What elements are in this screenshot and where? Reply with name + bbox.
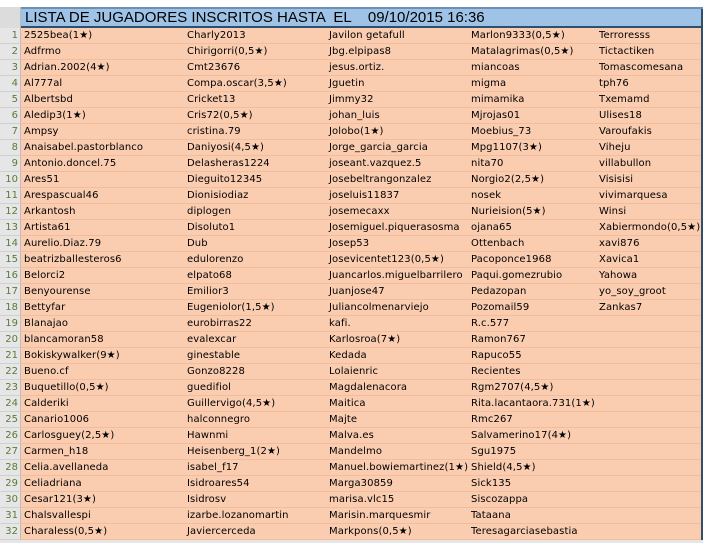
row-number[interactable]: 10 xyxy=(0,172,21,188)
player-cell[interactable]: Josemiguel.piquerasosma xyxy=(329,222,460,233)
player-cell[interactable]: Kedada xyxy=(329,350,367,361)
player-cell[interactable]: diplogen xyxy=(187,206,232,217)
row-number[interactable]: 17 xyxy=(0,284,21,300)
player-cell[interactable]: elpato68 xyxy=(187,270,232,281)
player-cell[interactable]: Siscozappa xyxy=(471,494,529,505)
player-cell[interactable]: Charaless(0,5★) xyxy=(24,526,108,537)
player-cell[interactable]: Norgio2(2,5★) xyxy=(471,174,545,185)
table-row xyxy=(0,60,703,76)
table-row xyxy=(0,460,703,476)
player-cell[interactable]: Sgu1975 xyxy=(471,446,517,457)
player-cell[interactable]: Dub xyxy=(187,238,208,249)
row-cells xyxy=(21,412,703,428)
table-row xyxy=(0,492,703,508)
player-cell[interactable]: Isidrosv xyxy=(187,494,227,505)
row-number[interactable]: 28 xyxy=(0,460,21,476)
player-cell[interactable]: Jbg.elpipas8 xyxy=(329,46,392,57)
player-cell[interactable]: Rgm2707(4,5★) xyxy=(471,382,554,393)
player-cell[interactable]: guedifiol xyxy=(187,382,232,393)
player-cell[interactable]: Heisenberg_1(2★) xyxy=(187,446,281,457)
row-cells xyxy=(21,108,703,124)
player-cell[interactable]: Celiadriana xyxy=(24,478,82,489)
player-cell[interactable]: Javiercerceda xyxy=(187,526,256,537)
player-cell[interactable]: Lolaienric xyxy=(329,366,379,377)
table-row xyxy=(0,332,703,348)
player-cell[interactable]: Marga30859 xyxy=(329,478,393,489)
player-cell[interactable]: Jguetin xyxy=(329,78,365,89)
player-cell[interactable]: Malva.es xyxy=(329,430,374,441)
player-cell[interactable]: kafi. xyxy=(329,318,351,329)
row-cells xyxy=(21,92,703,108)
player-cell[interactable]: Cmt23676 xyxy=(187,62,241,73)
row-cells xyxy=(21,396,703,412)
player-cell[interactable]: Paqui.gomezrubio xyxy=(471,270,563,281)
row-cells xyxy=(21,348,703,364)
player-cell[interactable]: beatrizballesteros6 xyxy=(24,254,122,265)
table-row xyxy=(0,28,703,44)
player-cell[interactable]: Teresagarciasebastia xyxy=(471,526,578,537)
row-number[interactable]: 24 xyxy=(0,396,21,412)
player-cell[interactable]: halconnegro xyxy=(187,414,251,425)
player-cell[interactable]: migma xyxy=(471,78,507,89)
player-cell[interactable]: Disoluto1 xyxy=(187,222,236,233)
player-cell[interactable]: Mpg1107(3★) xyxy=(471,142,543,153)
player-cell[interactable]: Daniyosi(4,5★) xyxy=(187,142,265,153)
table-row xyxy=(0,44,703,60)
table-row xyxy=(0,316,703,332)
row-number[interactable]: 18 xyxy=(0,300,21,316)
player-cell[interactable]: Zankas7 xyxy=(599,302,643,313)
row-number[interactable]: 32 xyxy=(0,524,21,540)
table-row xyxy=(0,220,703,236)
player-cell[interactable]: Arespascual46 xyxy=(24,190,99,201)
player-cell[interactable]: Tictactiken xyxy=(599,46,655,57)
table-row xyxy=(0,236,703,252)
row-number[interactable]: 23 xyxy=(0,380,21,396)
row-cells xyxy=(21,60,703,76)
row-number[interactable]: 25 xyxy=(0,412,21,428)
player-cell[interactable] xyxy=(596,380,703,395)
row-cells xyxy=(21,172,703,188)
player-cell[interactable]: ojana65 xyxy=(471,222,512,233)
player-cell[interactable]: Pozomail59 xyxy=(471,302,530,313)
table-row xyxy=(0,156,703,172)
player-cell[interactable]: Ampsy xyxy=(24,126,59,137)
player-cell[interactable]: Xavica1 xyxy=(599,254,640,265)
row-number[interactable]: 16 xyxy=(0,268,21,284)
player-cell[interactable] xyxy=(596,524,703,539)
player-cell[interactable]: Isidroares54 xyxy=(187,478,250,489)
player-cell[interactable]: Shield(4,5★) xyxy=(471,462,536,473)
player-cell[interactable]: Gonzo8228 xyxy=(187,366,245,377)
row-cells xyxy=(21,140,703,156)
player-cell[interactable]: Markpons(0,5★) xyxy=(329,526,412,537)
row-number[interactable]: 21 xyxy=(0,348,21,364)
row-cells xyxy=(21,428,703,444)
player-cell[interactable] xyxy=(596,364,703,379)
player-cell[interactable]: Bettyfar xyxy=(24,302,66,313)
row-number[interactable]: 22 xyxy=(0,364,21,380)
player-cell[interactable] xyxy=(596,508,703,523)
player-cell[interactable]: Marisin.marquesmir xyxy=(329,510,431,521)
row-number[interactable]: 20 xyxy=(0,332,21,348)
player-cell[interactable]: Charly2013 xyxy=(187,30,246,41)
player-cell[interactable]: Xabiermondo(0,5★) xyxy=(599,222,701,233)
row-number[interactable]: 13 xyxy=(0,220,21,236)
row-cells xyxy=(21,444,703,460)
player-cell[interactable]: eurobirras22 xyxy=(187,318,252,329)
table-row xyxy=(0,364,703,380)
player-cell[interactable]: Javilon getafull xyxy=(329,30,405,41)
row-number[interactable]: 4 xyxy=(0,76,21,92)
table-row xyxy=(0,76,703,92)
table-row xyxy=(0,268,703,284)
player-cell[interactable] xyxy=(596,492,703,507)
player-cell[interactable]: Juancarlos.miguelbarrilero xyxy=(329,270,463,281)
player-cell[interactable]: nosek xyxy=(471,190,502,201)
player-cell[interactable]: Manuel.bowiemartinez(1★) xyxy=(329,462,468,473)
table-row xyxy=(0,524,703,540)
player-cell[interactable]: blancamoran58 xyxy=(24,334,104,345)
player-cell[interactable]: Mandelmo xyxy=(329,446,383,457)
player-cell[interactable]: Txemamd xyxy=(599,94,650,105)
player-cell[interactable] xyxy=(596,412,703,427)
row-cells xyxy=(21,476,703,492)
row-cells xyxy=(21,44,703,60)
player-cell[interactable]: Ottenbach xyxy=(471,238,525,249)
row-cells xyxy=(21,220,703,236)
player-cell[interactable]: jesus.ortiz. xyxy=(329,62,385,73)
player-cell[interactable]: Eugeniolor(1,5★) xyxy=(187,302,275,313)
player-cell[interactable]: yo_soy_groot xyxy=(599,286,666,297)
row-number[interactable]: 2 xyxy=(0,44,21,60)
player-cell[interactable]: Winsi xyxy=(599,206,627,217)
player-cell[interactable]: Marlon9333(0,5★) xyxy=(471,30,565,41)
player-cell[interactable]: Ramon767 xyxy=(471,334,526,345)
player-cell[interactable]: Celia.avellaneda xyxy=(24,462,109,473)
player-cell[interactable] xyxy=(596,316,703,331)
player-cell[interactable]: Recientes xyxy=(471,366,521,377)
row-cells xyxy=(21,204,703,220)
player-cell[interactable]: Arkantosh xyxy=(24,206,76,217)
player-cell[interactable]: Hawnmi xyxy=(187,430,229,441)
title-cell[interactable] xyxy=(21,7,703,28)
player-cell[interactable]: Aurelio.Diaz.79 xyxy=(24,238,102,249)
table-row xyxy=(0,108,703,124)
player-cell[interactable]: Guillervigo(4,5★) xyxy=(187,398,276,409)
player-cell[interactable]: Juanjose47 xyxy=(329,286,385,297)
player-cell[interactable]: Pacoponce1968 xyxy=(471,254,552,265)
player-cell[interactable]: tph76 xyxy=(599,78,629,89)
row-number[interactable]: 7 xyxy=(0,124,21,140)
row-cells xyxy=(21,76,703,92)
table-row xyxy=(0,172,703,188)
row-cells xyxy=(21,380,703,396)
player-cell[interactable]: Anaisabel.pastorblanco xyxy=(24,142,144,153)
player-cell[interactable]: Mjrojas01 xyxy=(471,110,521,121)
player-cell[interactable]: Juliancolmenarviejo xyxy=(329,302,429,313)
player-cell[interactable]: Moebius_73 xyxy=(471,126,532,137)
player-cell[interactable]: Terroresss xyxy=(599,30,651,41)
player-cell[interactable]: xavi876 xyxy=(599,238,640,249)
row-cells xyxy=(21,460,703,476)
title-row xyxy=(0,7,703,28)
player-cell[interactable]: Josevicentet123(0,5★) xyxy=(329,254,444,265)
player-cell[interactable]: Magdalenacora xyxy=(329,382,408,393)
player-cell[interactable]: Carmen_h18 xyxy=(24,446,89,457)
player-cell[interactable]: Adfrmo xyxy=(24,46,61,57)
table-row xyxy=(0,252,703,268)
player-cell[interactable]: Pedazopan xyxy=(471,286,527,297)
player-cell[interactable]: Bokiskywalker(9★) xyxy=(24,350,120,361)
row-header-corner[interactable] xyxy=(0,7,21,28)
player-cell[interactable] xyxy=(596,332,703,347)
player-cell[interactable]: miancoas xyxy=(471,62,520,73)
row-number[interactable]: 6 xyxy=(0,108,21,124)
player-cell[interactable] xyxy=(596,348,703,363)
table-row xyxy=(0,396,703,412)
row-cells xyxy=(21,268,703,284)
player-cell[interactable]: Cricket13 xyxy=(187,94,236,105)
row-number[interactable]: 14 xyxy=(0,236,21,252)
sheet-title: LISTA DE JUGADORES INSCRITOS HASTA EL 09/10/2015 16:36 xyxy=(25,9,485,26)
table-row xyxy=(0,428,703,444)
row-cells xyxy=(21,332,703,348)
row-number[interactable]: 11 xyxy=(0,188,21,204)
player-cell[interactable]: Nurieision(5★) xyxy=(471,206,546,217)
player-cell[interactable]: Ares51 xyxy=(24,174,60,185)
table-row xyxy=(0,92,703,108)
row-cells xyxy=(21,28,703,44)
table-row xyxy=(0,412,703,428)
player-cell[interactable]: Aledip3(1★) xyxy=(24,110,86,121)
player-cell[interactable]: Jorge_garcia_garcia xyxy=(329,142,428,153)
player-cell[interactable] xyxy=(596,444,703,459)
row-cells xyxy=(21,124,703,140)
player-cell[interactable]: joseant.vazquez.5 xyxy=(329,158,422,169)
player-cell[interactable]: isabel_f17 xyxy=(187,462,239,473)
player-cell[interactable] xyxy=(596,460,703,475)
player-cell[interactable]: Chalsvallespi xyxy=(24,510,91,521)
player-cell[interactable]: mimamika xyxy=(471,94,525,105)
player-cell[interactable]: marisa.vlc15 xyxy=(329,494,395,505)
player-cell[interactable]: Canario1006 xyxy=(24,414,90,425)
row-number[interactable]: 30 xyxy=(0,492,21,508)
player-cell[interactable]: Rapuco55 xyxy=(471,350,522,361)
row-number[interactable]: 15 xyxy=(0,252,21,268)
player-cell[interactable]: Visisisi xyxy=(599,174,634,185)
player-cell[interactable]: Viheju xyxy=(599,142,631,153)
player-cell[interactable]: Al777al xyxy=(24,78,63,89)
table-row xyxy=(0,284,703,300)
row-number[interactable]: 31 xyxy=(0,508,21,524)
row-cells xyxy=(21,284,703,300)
player-cell[interactable]: R.c.577 xyxy=(471,318,510,329)
player-cell[interactable]: johan_luis xyxy=(329,110,380,121)
player-cell[interactable]: Antonio.doncel.75 xyxy=(24,158,117,169)
player-cell[interactable]: Rita.lacantaora.731(1★) xyxy=(471,398,595,409)
player-cell[interactable]: Belorci2 xyxy=(24,270,66,281)
player-cell[interactable]: Cesar121(3★) xyxy=(24,494,97,505)
row-number[interactable]: 19 xyxy=(0,316,21,332)
player-cell[interactable]: vivimarquesa xyxy=(599,190,668,201)
player-cell[interactable]: Sick135 xyxy=(471,478,512,489)
row-cells xyxy=(21,316,703,332)
player-cell[interactable]: 2525bea(1★) xyxy=(24,30,93,41)
row-number[interactable]: 29 xyxy=(0,476,21,492)
row-cells xyxy=(21,524,703,540)
player-cell[interactable]: villabullon xyxy=(599,158,652,169)
player-cell[interactable]: nita70 xyxy=(471,158,504,169)
player-cell[interactable]: Adrian.2002(4★) xyxy=(24,62,110,73)
player-cell[interactable]: Buquetillo(0,5★) xyxy=(24,382,109,393)
player-cell[interactable]: Emilior3 xyxy=(187,286,229,297)
table-row xyxy=(0,444,703,460)
player-cell[interactable]: Jimmy32 xyxy=(329,94,374,105)
player-cell[interactable]: Josep53 xyxy=(329,238,370,249)
player-cell[interactable]: Karlosroa(7★) xyxy=(329,334,401,345)
player-cell[interactable]: izarbe.lozanomartin xyxy=(187,510,289,521)
players-grid xyxy=(0,28,703,540)
row-cells xyxy=(21,508,703,524)
player-cell[interactable]: cristina.79 xyxy=(187,126,241,137)
table-row xyxy=(0,300,703,316)
player-cell[interactable]: Artista61 xyxy=(24,222,71,233)
player-cell[interactable]: Josebeltrangonzalez xyxy=(329,174,432,185)
player-cell[interactable]: Carlosguey(2,5★) xyxy=(24,430,115,441)
player-cell[interactable]: evalexcar xyxy=(187,334,237,345)
player-cell[interactable]: Majte xyxy=(329,414,358,425)
player-cell[interactable]: edulorenzo xyxy=(187,254,244,265)
row-number[interactable]: 3 xyxy=(0,60,21,76)
row-number[interactable]: 12 xyxy=(0,204,21,220)
table-row xyxy=(0,476,703,492)
row-cells xyxy=(21,156,703,172)
row-number[interactable]: 27 xyxy=(0,444,21,460)
player-cell[interactable] xyxy=(596,428,703,443)
player-cell[interactable]: Varoufakis xyxy=(599,126,652,137)
row-number[interactable]: 5 xyxy=(0,92,21,108)
player-cell[interactable]: Calderiki xyxy=(24,398,69,409)
table-row xyxy=(0,188,703,204)
player-cell[interactable] xyxy=(596,476,703,491)
player-cell[interactable]: joseluis11837 xyxy=(329,190,400,201)
row-cells xyxy=(21,252,703,268)
row-number[interactable]: 1 xyxy=(0,28,21,44)
player-cell[interactable]: Bueno.cf xyxy=(24,366,69,377)
player-cell[interactable]: Rmc267 xyxy=(471,414,513,425)
player-cell[interactable]: Jolobo(1★) xyxy=(329,126,384,137)
player-cell[interactable]: Delasheras1224 xyxy=(187,158,270,169)
player-cell[interactable]: Yahowa xyxy=(599,270,638,281)
player-cell[interactable]: Maitica xyxy=(329,398,366,409)
player-cell[interactable]: Chirigorri(0,5★) xyxy=(187,46,268,57)
player-cell[interactable]: Benyourense xyxy=(24,286,91,297)
table-row xyxy=(0,204,703,220)
player-cell[interactable]: josemecaxx xyxy=(329,206,390,217)
row-cells xyxy=(21,236,703,252)
table-row xyxy=(0,508,703,524)
player-cell[interactable]: Ulises18 xyxy=(599,110,642,121)
player-cell[interactable]: Dieguito12345 xyxy=(187,174,263,185)
player-cell[interactable]: Dionisiodiaz xyxy=(187,190,249,201)
table-row xyxy=(0,140,703,156)
row-cells xyxy=(21,364,703,380)
row-number[interactable]: 9 xyxy=(0,156,21,172)
player-cell[interactable]: Compa.oscar(3,5★) xyxy=(187,78,287,89)
row-cells xyxy=(21,300,703,316)
table-row xyxy=(0,124,703,140)
player-cell[interactable] xyxy=(596,396,703,411)
player-cell[interactable]: Albertsbd xyxy=(24,94,73,105)
table-row xyxy=(0,348,703,364)
table-row xyxy=(0,380,703,396)
row-number[interactable]: 8 xyxy=(0,140,21,156)
player-cell[interactable]: Tataana xyxy=(471,510,511,521)
player-cell[interactable]: Blanajao xyxy=(24,318,69,329)
row-cells xyxy=(21,492,703,508)
player-cell[interactable]: ginestable xyxy=(187,350,241,361)
row-cells xyxy=(21,188,703,204)
player-cell[interactable]: Cris72(0,5★) xyxy=(187,110,253,121)
player-cell[interactable]: Matalagrimas(0,5★) xyxy=(471,46,574,57)
player-cell[interactable]: Tomascomesana xyxy=(599,62,684,73)
player-cell[interactable]: Salvamerino17(4★) xyxy=(471,430,572,441)
row-number[interactable]: 26 xyxy=(0,428,21,444)
